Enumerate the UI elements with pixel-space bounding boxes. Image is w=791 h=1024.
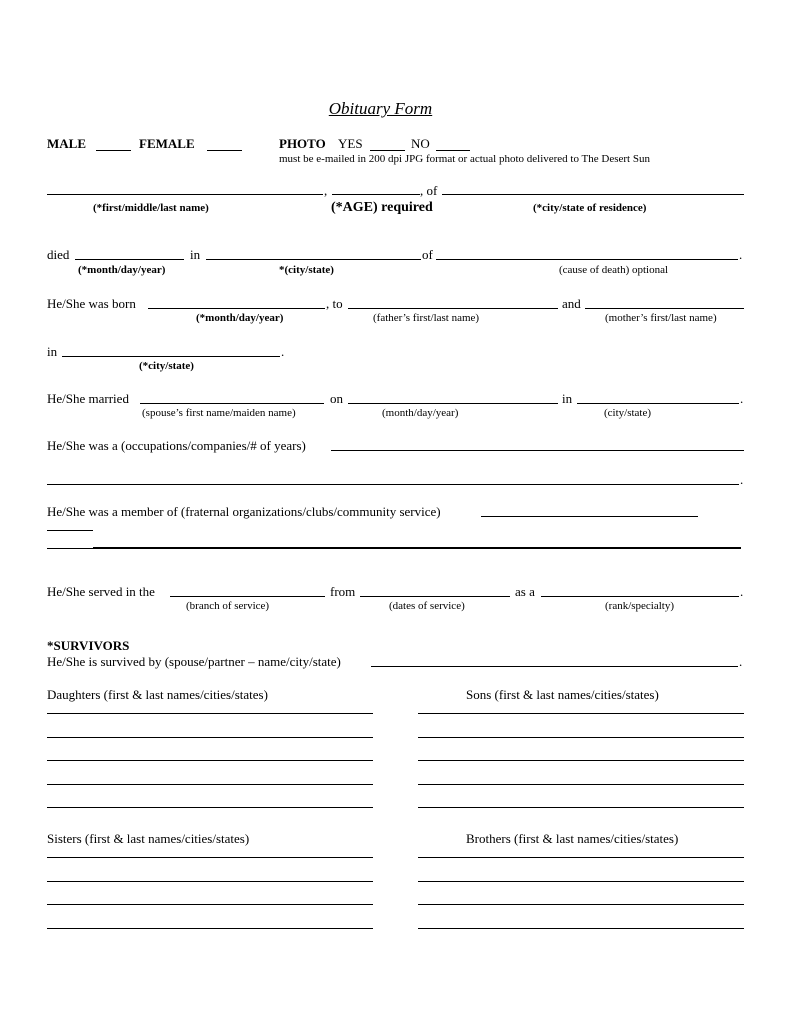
birth-date-field[interactable] [148,308,325,309]
death-place-hint: *(city/state) [279,264,334,276]
father-hint: (father’s first/last name) [373,312,480,324]
died-of: of [422,247,433,262]
survivors-heading: *SURVIVORS [47,638,130,653]
sons-line-2[interactable] [418,737,744,738]
residence-hint: (*city/state of residence) [533,202,647,214]
name-hint: (*first/middle/last name) [93,202,209,214]
rank-hint: (rank/specialty) [605,600,675,612]
survivors-spouse-label: He/She is survived by (spouse/partner – name/city/state) [47,654,341,669]
photo-yes-line[interactable] [370,150,405,151]
marriage-place-field[interactable] [577,403,739,404]
spouse-name-field[interactable] [140,403,324,404]
daughters-label: Daughters (first & last names/cities/states) [47,687,268,702]
occupation-field-line-2[interactable] [47,484,739,485]
sisters-line-2[interactable] [47,881,373,882]
served-label: He/She served in the [47,584,155,599]
female-checkbox-line[interactable] [207,150,242,151]
brothers-line-1[interactable] [418,857,744,858]
member-field-line-2[interactable] [47,530,93,531]
name-field[interactable] [47,194,323,195]
photo-yes-label: YES [338,136,363,151]
born-and: and [562,296,581,311]
name-comma: , [324,183,328,198]
sisters-label: Sisters (first & last names/cities/states) [47,831,250,846]
married-in: in [562,391,573,406]
marriage-place-hint: (city/state) [604,407,652,419]
member-field-line-3a[interactable] [47,548,93,549]
death-cause-field[interactable] [436,259,738,260]
photo-no-line[interactable] [436,150,470,151]
mother-name-field[interactable] [585,308,744,309]
form-title: Obituary Form [328,99,433,118]
sons-line-5[interactable] [418,807,744,808]
born-to: , to [326,296,343,311]
died-in: in [190,247,201,262]
sisters-line-1[interactable] [47,857,373,858]
sons-line-1[interactable] [418,713,744,714]
death-cause-hint: (cause of death) optional [559,264,669,276]
married-period: . [740,391,744,406]
married-label: He/She married [47,391,129,406]
photo-note: must be e-mailed in 200 dpi JPG format or actual photo delivered to The Desert Sun [279,153,650,165]
daughters-line-5[interactable] [47,807,373,808]
daughters-line-4[interactable] [47,784,373,785]
daughters-line-1[interactable] [47,713,373,714]
birth-in-period: . [281,344,285,359]
born-label: He/She was born [47,296,136,311]
occupation-label: He/She was a (occupations/companies/# of years) [47,438,306,453]
birth-in-label: in [47,344,58,359]
member-field[interactable] [481,516,698,517]
brothers-line-3[interactable] [418,904,744,905]
survivors-period: . [739,654,743,669]
death-date-field[interactable] [75,259,184,260]
sons-line-3[interactable] [418,760,744,761]
brothers-line-2[interactable] [418,881,744,882]
female-label: FEMALE [139,136,195,151]
daughters-line-2[interactable] [47,737,373,738]
age-field[interactable] [332,194,420,195]
service-dates-field[interactable] [360,596,510,597]
served-as: as a [515,584,535,599]
death-place-field[interactable] [206,259,421,260]
member-label: He/She was a member of (fraternal organizations/clubs/community service) [47,504,441,519]
occupation-period: . [740,472,744,487]
married-on: on [330,391,343,406]
death-date-hint: (*month/day/year) [78,264,166,276]
died-period: . [739,247,743,262]
residence-field[interactable] [442,194,744,195]
male-checkbox-line[interactable] [96,150,131,151]
branch-field[interactable] [170,596,325,597]
sons-label: Sons (first & last names/cities/states) [466,687,659,702]
brothers-label: Brothers (first & last names/cities/states) [466,831,679,846]
mother-hint: (mother’s first/last name) [605,312,717,324]
daughters-line-3[interactable] [47,760,373,761]
service-dates-hint: (dates of service) [389,600,465,612]
branch-hint: (branch of service) [186,600,270,612]
sons-line-4[interactable] [418,784,744,785]
birth-date-hint: (*month/day/year) [196,312,284,324]
photo-label: PHOTO [279,136,326,151]
member-field-line-3b[interactable] [93,547,741,549]
survivor-spouse-field[interactable] [371,666,738,667]
marriage-date-hint: (month/day/year) [382,407,459,419]
father-name-field[interactable] [348,308,558,309]
name-of: , of [420,183,438,198]
birth-place-hint: (*city/state) [139,360,194,372]
photo-no-label: NO [411,136,430,151]
spouse-hint: (spouse’s first name/maiden name) [142,407,296,419]
died-label: died [47,247,70,262]
sisters-line-4[interactable] [47,928,373,929]
served-from: from [330,584,356,599]
birth-place-field[interactable] [62,356,280,357]
brothers-line-4[interactable] [418,928,744,929]
sisters-line-3[interactable] [47,904,373,905]
served-period: . [740,584,744,599]
occupation-field[interactable] [331,450,744,451]
marriage-date-field[interactable] [348,403,558,404]
male-label: MALE [47,136,86,151]
age-hint: (*AGE) required [331,200,433,215]
rank-field[interactable] [541,596,739,597]
